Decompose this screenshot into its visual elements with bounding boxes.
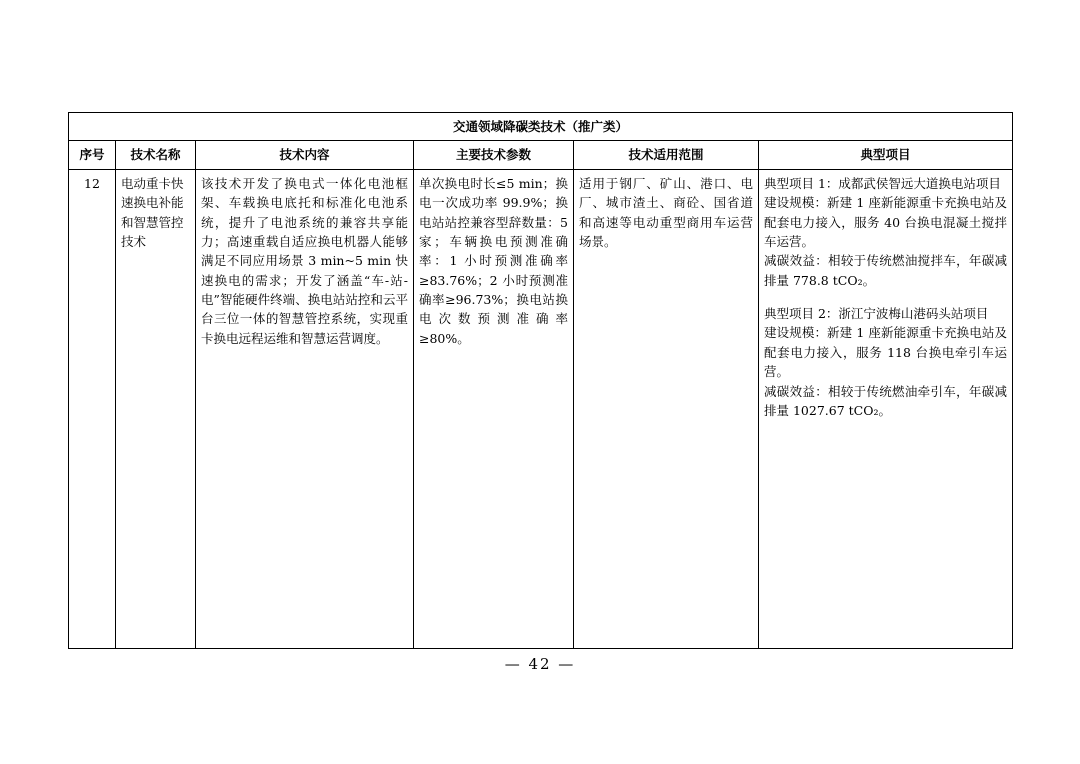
project-1-benefit: 减碳效益：相较于传统燃油搅拌车，年碳减排量 778.8 tCO₂。 — [764, 253, 1008, 288]
page-number: — 42 — — [504, 655, 576, 673]
project-2-benefit: 减碳效益：相较于传统燃油牵引车，年碳减排量 1027.67 tCO₂。 — [764, 383, 1008, 418]
row-technology-name: 电动重卡快速换电补能和智慧管控技术 — [116, 169, 196, 648]
table-header-row — [69, 141, 1013, 169]
row-technology-content: 该技术开发了换电式一体化电池框架、车载换电底托和标准化电池系统，提升了电池系统的兼容共享能力；高速重载自适应换电机器人能够满足不同应用场景 3 min~5 min 快速换电的需求；开发了涵盖“车-站-电”智能硬件终端、换电站站控和云平台三位一体的智慧管控系统，实现重卡换电远程运维和智慧运营调度。 — [196, 169, 414, 648]
column-header-name: 技术名称 — [116, 141, 196, 169]
column-header-content: 技术内容 — [196, 141, 414, 169]
project-2-scale: 建设规模：新建 1 座新能源重卡充换电站及配套电力接入，服务 118 台换电牵引车运营。 — [764, 325, 1008, 380]
project-1-scale: 建设规模：新建 1 座新能源重卡充换电站及配套电力接入，服务 40 台换电混凝土搅拌车运营。 — [764, 195, 1008, 249]
project-1 — [764, 174, 1007, 290]
row-number: 12 — [69, 169, 116, 648]
column-header-parameters: 主要技术参数 — [414, 141, 574, 169]
project-2 — [764, 304, 1007, 420]
column-header-no: 序号 — [69, 141, 116, 169]
row-technology-scope: 适用于钢厂、矿山、港口、电厂、城市渣土、商砼、国省道和高速等电动重型商用车运营场景。 — [574, 169, 759, 648]
table-row — [69, 169, 1013, 648]
row-technology-parameters: 单次换电时长≤5 min；换电一次成功率 99.9%；换电站站控兼容型辞数量：5 家；车辆换电预测准确率：1 小时预测准确率≥83.76%；2 小时预测准确率≥96.73%；换电站换电次数预测准确率≥80%。 — [414, 169, 574, 648]
table-title-row — [69, 113, 1013, 141]
column-header-scope: 技术适用范围 — [574, 141, 759, 169]
project-1-title: 典型项目 1：成都武侯智远大道换电站项目 — [764, 175, 1001, 191]
table-title: 交通领域降碳类技术（推广类） — [69, 113, 1013, 141]
project-separator — [764, 290, 1007, 304]
column-header-projects: 典型项目 — [759, 141, 1013, 169]
project-2-title: 典型项目 2：浙江宁波梅山港码头站项目 — [764, 306, 989, 321]
technology-table — [68, 112, 1013, 649]
row-typical-projects — [759, 169, 1013, 648]
